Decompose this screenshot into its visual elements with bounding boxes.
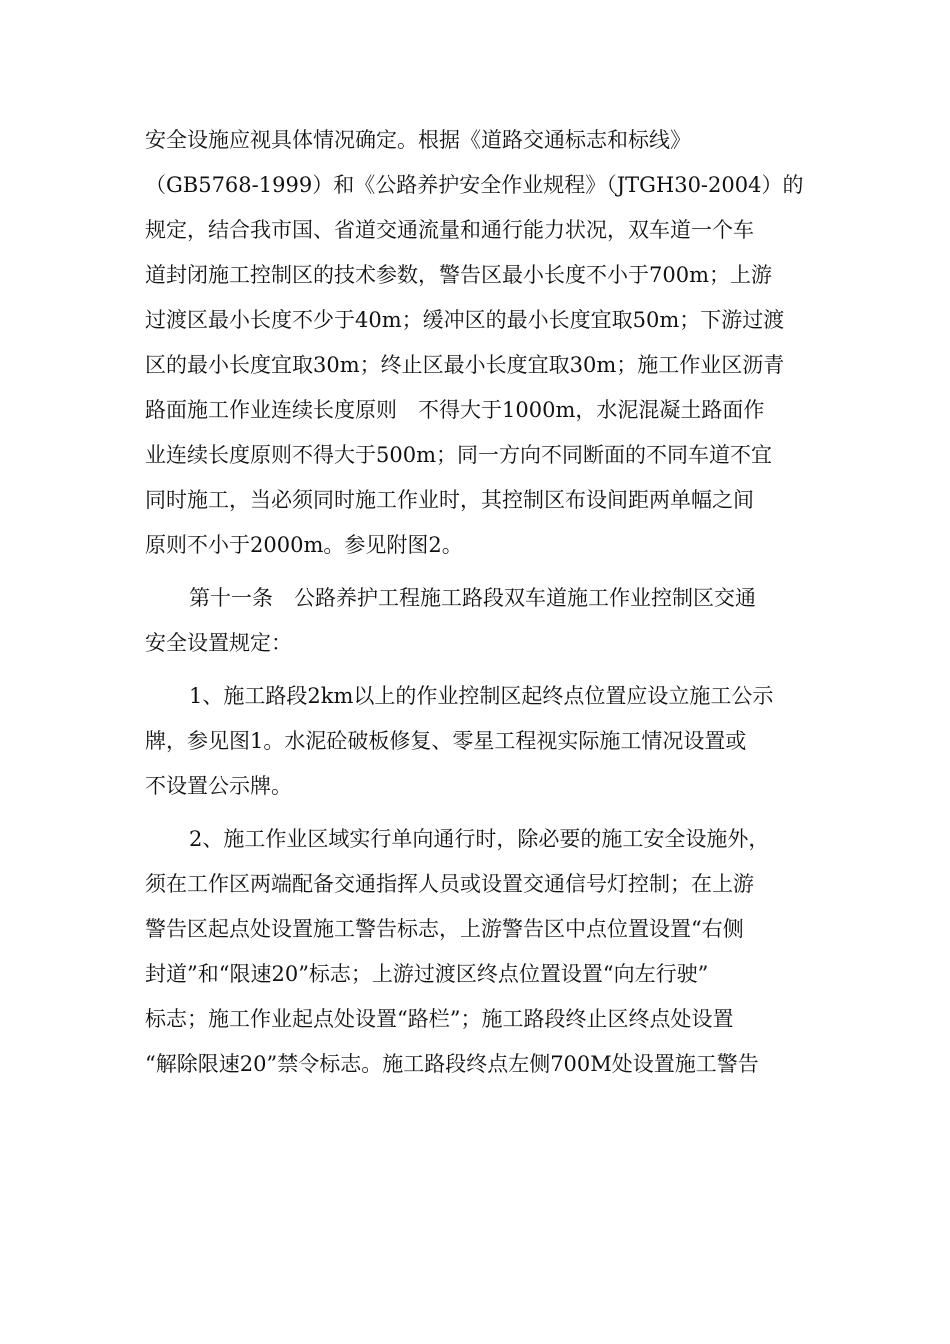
text-line: 道封闭施工控制区的技术参数，警告区最小长度不小于700m；上游	[145, 263, 772, 287]
text-line: 不设置公示牌。	[145, 774, 292, 798]
paragraph-gap	[145, 809, 810, 817]
text-line: 警告区起点处设置施工警告标志，上游警告区中点位置设置“右侧	[145, 917, 744, 941]
text-line: 封道”和“限速20”标志；上游过渡区终点位置设置“向左行驶”	[145, 962, 709, 986]
text-line: 1、施工路段2km以上的作业控制区起终点位置应设立施工公示	[189, 684, 774, 708]
text-line: 牌，参见图1。水泥砼破板修复、零星工程视实际施工情况设置或	[145, 729, 747, 753]
text-line: 规定，结合我市国、省道交通流量和通行能力状况，双车道一个车	[145, 218, 754, 242]
text-line: 过渡区最小长度不少于40m；缓冲区的最小长度宜取50m；下游过渡	[145, 308, 785, 332]
text-line: 2、施工作业区域实行单向通行时，除必要的施工安全设施外，	[189, 827, 770, 851]
paragraph-gap	[145, 568, 810, 576]
text-line: 业连续长度原则不得大于500m；同一方向不同断面的不同车道不宜	[145, 443, 772, 467]
text-line: 同时施工，当必须同时施工作业时，其控制区布设间距两单幅之间	[145, 488, 754, 512]
text-line: 原则不小于2000m。参见附图2。	[145, 533, 463, 557]
text-line: 标志；施工作业起点处设置“路栏”；施工路段终止区终点处设置	[145, 1007, 734, 1031]
paragraph-gap	[145, 666, 810, 674]
text-line: “解除限速20”禁令标志。施工路段终点左侧700M处设置施工警告	[145, 1052, 759, 1076]
text-line: 须在工作区两端配备交通指挥人员或设置交通信号灯控制；在上游	[145, 872, 754, 896]
text-line: 安全设施应视具体情况确定。根据《道路交通标志和标线》	[145, 128, 691, 152]
article-heading-line: 第十一条 公路养护工程施工路段双车道施工作业控制区交通	[189, 586, 756, 610]
text-line: 区的最小长度宜取30m；终止区最小长度宜取30m；施工作业区沥青	[145, 353, 785, 377]
text-line: 安全设置规定：	[145, 631, 292, 655]
body-text	[145, 118, 810, 1087]
text-line: （GB5768-1999）和《公路养护安全作业规程》（JTGH30-2004）的	[145, 173, 804, 197]
text-line: 路面施工作业连续长度原则 不得大于1000m，水泥混凝土路面作	[145, 398, 765, 422]
